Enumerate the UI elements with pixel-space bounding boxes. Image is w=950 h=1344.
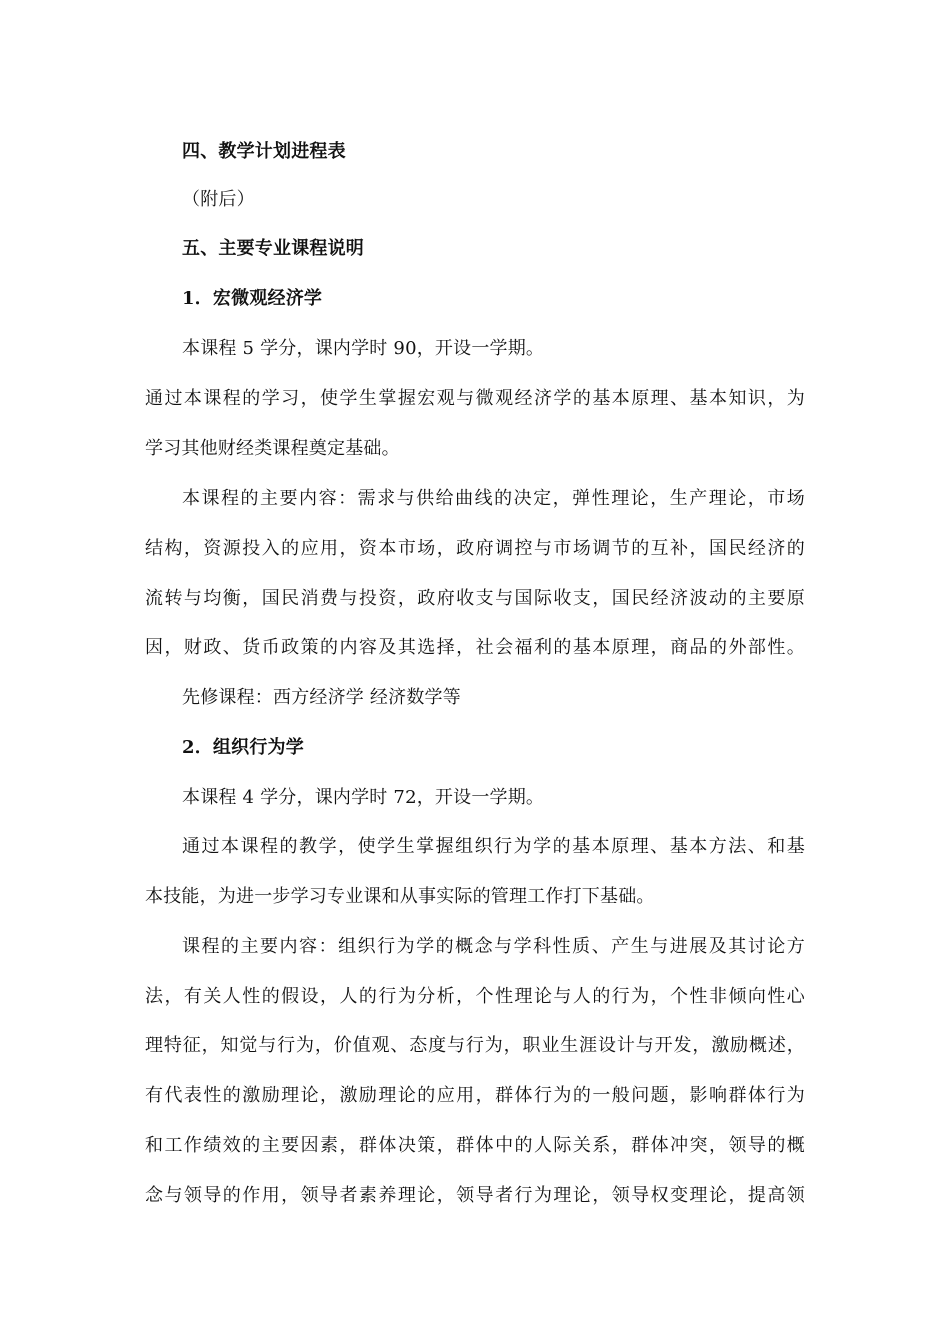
course2-content-line: 法，有关人性的假设，人的行为分析，个性理论与人的行为，个性非倾向性心 xyxy=(145,986,805,1007)
course1-prereq: 先修课程：西方经济学 经济数学等 xyxy=(182,687,461,708)
course2-content-line: 课程的主要内容：组织行为学的概念与学科性质、产生与进展及其讨论方 xyxy=(182,936,805,957)
course1-credits: 本课程 5 学分，课内学时 90，开设一学期。 xyxy=(182,338,545,359)
course1-goal-line: 学习其他财经类课程奠定基础。 xyxy=(145,438,400,459)
section5-heading: 五、主要专业课程说明 xyxy=(182,238,364,259)
course1-content-line: 流转与均衡，国民消费与投资，政府收支与国际收支，国民经济波动的主要原 xyxy=(145,588,805,609)
course2-goal-line: 本技能，为进一步学习专业课和从事实际的管理工作打下基础。 xyxy=(145,886,655,907)
course2-credits: 本课程 4 学分，课内学时 72，开设一学期。 xyxy=(182,787,545,808)
course2-goal-line: 通过本课程的教学，使学生掌握组织行为学的基本原理、基本方法、和基 xyxy=(182,836,805,857)
section4-note: （附后） xyxy=(182,189,255,210)
course2-content-line: 和工作绩效的主要因素，群体决策，群体中的人际关系，群体冲突，领导的概 xyxy=(145,1135,805,1156)
course1-goal-line: 通过本课程的学习，使学生掌握宏观与微观经济学的基本原理、基本知识，为 xyxy=(145,388,805,409)
course2-content-line: 念与领导的作用，领导者素养理论，领导者行为理论，领导权变理论，提高领 xyxy=(145,1185,805,1206)
course2-content-line: 理特征，知觉与行为，价值观、态度与行为，职业生涯设计与开发，激励概述， xyxy=(145,1035,805,1056)
course1-title: 1．宏微观经济学 xyxy=(182,288,323,309)
course1-content-line: 因，财政、货币政策的内容及其选择，社会福利的基本原理，商品的外部性。 xyxy=(145,637,805,658)
section4-heading: 四、教学计划进程表 xyxy=(182,141,346,162)
course2-title: 2．组织行为学 xyxy=(182,737,304,758)
course2-content-line: 有代表性的激励理论，激励理论的应用，群体行为的一般问题，影响群体行为 xyxy=(145,1085,805,1106)
course1-content-line: 结构，资源投入的应用，资本市场，政府调控与市场调节的互补，国民经济的 xyxy=(145,538,805,559)
course1-content-line: 本课程的主要内容：需求与供给曲线的决定，弹性理论，生产理论，市场 xyxy=(182,488,805,509)
